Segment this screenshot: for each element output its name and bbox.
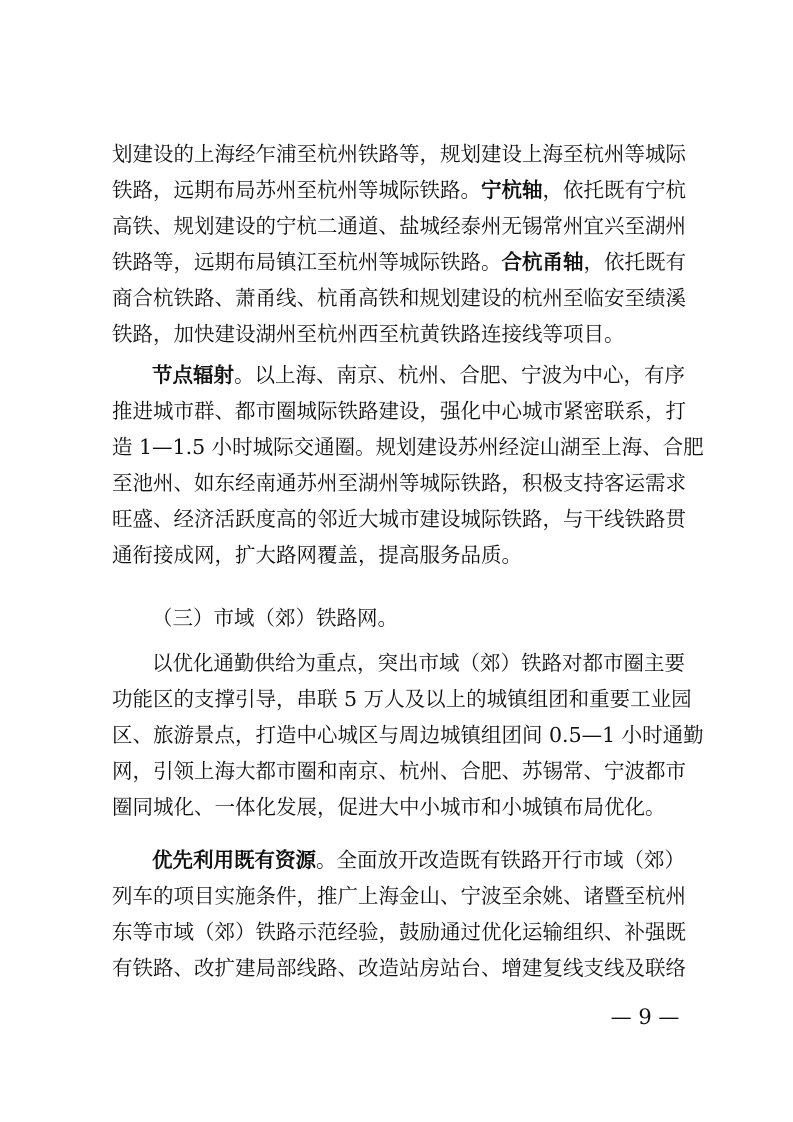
body-text-line: [112, 789, 684, 825]
text-segment: 。以上海、南京、杭州、合肥、宁波为中心，有序: [234, 363, 685, 387]
body-text-line: [112, 914, 684, 950]
bold-term-node-radiation: 节点辐射: [152, 363, 234, 387]
body-text-line: [152, 842, 684, 878]
heading-text: （三）市域（郊）铁路网。: [152, 606, 398, 630]
body-text-line: [112, 280, 684, 316]
text-segment: 铁路，远期布局苏州至杭州等城际铁路。: [112, 178, 481, 202]
body-text-line: [112, 172, 684, 208]
text-segment: 通衔接成网，扩大路网覆盖，提高服务品质。: [112, 543, 522, 567]
text-segment: 区、旅游景点，打造中心城区与周边城镇组团间 0.5—1 小时通勤: [112, 723, 704, 747]
section-heading: [152, 600, 684, 636]
text-segment: 。全面放开改造既有铁路开行市域（郊）: [316, 848, 685, 872]
body-text-line: [112, 316, 684, 352]
body-text-line: [112, 429, 704, 465]
body-text-line: [112, 244, 684, 280]
body-text-line: [112, 878, 684, 914]
text-segment: 划建设的上海经乍浦至杭州铁路等，规划建设上海至杭州等城际: [112, 142, 686, 166]
text-segment: ，依托既有: [583, 250, 686, 274]
bold-term-hehangyong-axis: 合杭甬轴: [501, 250, 584, 274]
text-segment: 铁路，加快建设湖州至杭州西至杭黄铁路连接线等项目。: [112, 322, 625, 346]
text-segment: 铁路等，远期布局镇江至杭州等城际铁路。: [112, 250, 502, 274]
text-segment: 圈同城化、一体化发展，促进大中小城市和小城镇布局优化。: [112, 795, 666, 819]
body-text-line: [112, 501, 684, 537]
bold-term-ninghang-axis: 宁杭轴: [481, 178, 543, 202]
text-segment: 东等市域（郊）铁路示范经验，鼓励通过优化运输组织、补强既: [112, 920, 686, 944]
text-segment: 列车的项目实施条件，推广上海金山、宁波至余姚、诸暨至杭州: [112, 884, 686, 908]
body-text-line: [112, 681, 692, 717]
text-segment: 有铁路、改扩建局部线路、改造站房站台、增建复线支线及联络: [112, 956, 686, 980]
body-text-line: [112, 950, 684, 986]
text-segment: ，依托既有宁杭: [542, 178, 686, 202]
text-segment: 功能区的支撑引导，串联 5 万人及以上的城镇组团和重要工业园: [112, 687, 692, 711]
bold-term-existing-resources: 优先利用既有资源: [152, 848, 316, 872]
text-segment: 高铁、规划建设的宁杭二通道、盐城经泰州无锡常州宜兴至湖州: [112, 214, 686, 238]
page-number: — 9 —: [610, 1005, 680, 1029]
text-segment: 推进城市群、都市圈城际铁路建设，强化中心城市紧密联系，打: [112, 399, 686, 423]
text-segment: 造 1—1.5 小时城际交通圈。规划建设苏州经淀山湖至上海、合肥: [112, 435, 704, 459]
text-segment: 至池州、如东经南通苏州至湖州等城际铁路，积极支持客运需求: [112, 471, 686, 495]
text-segment: 以优化通勤供给为重点，突出市域（郊）铁路对都市圈主要: [152, 651, 685, 675]
text-segment: 网，引领上海大都市圈和南京、杭州、合肥、苏锡常、宁波都市: [112, 759, 686, 783]
body-text-line: [152, 645, 684, 681]
body-text-line: [112, 717, 704, 753]
body-text-line: [112, 208, 684, 244]
body-text-line: [112, 753, 684, 789]
body-text-line: [112, 465, 684, 501]
text-segment: 商合杭铁路、萧甬线、杭甬高铁和规划建设的杭州至临安至绩溪: [112, 286, 686, 310]
body-text-line: [112, 136, 684, 172]
body-text-line: [152, 357, 684, 393]
body-text-line: [112, 537, 684, 573]
text-segment: 旺盛、经济活跃度高的邻近大城市建设城际铁路，与干线铁路贯: [112, 507, 686, 531]
body-text-line: [112, 393, 684, 429]
